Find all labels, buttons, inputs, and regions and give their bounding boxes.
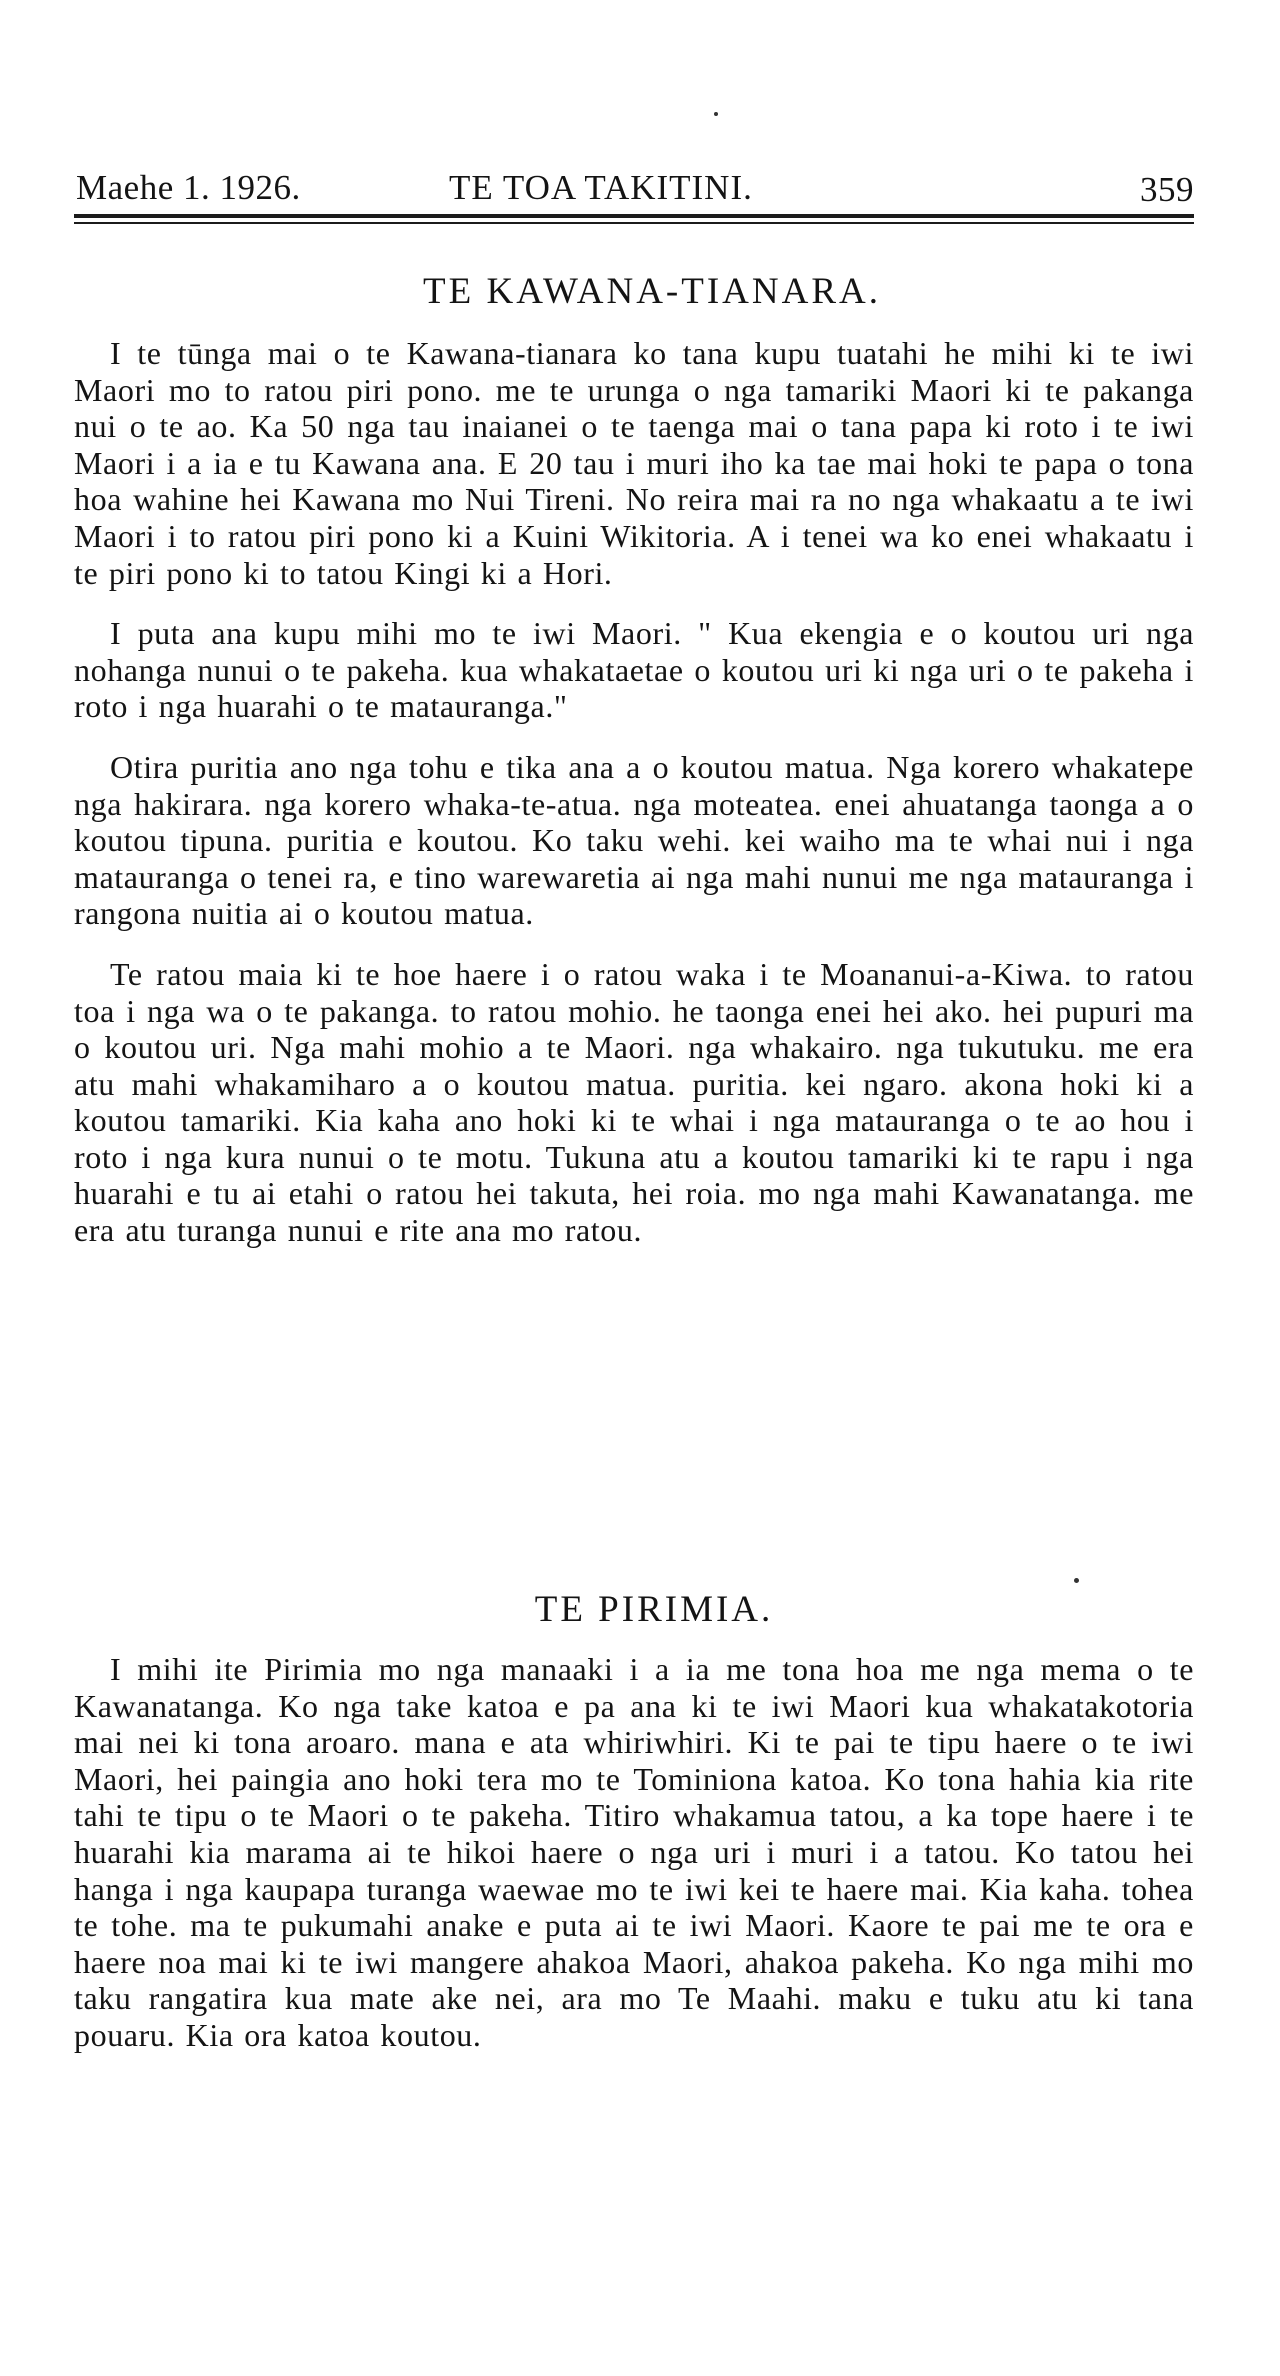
section-pirimia (74, 1588, 1194, 2078)
paragraph: Te ratou maia ki te hoe haere i o ratou waka i te Moananui-a-Kiwa. to ratou toa i nga wa o te pakanga. to ratou mohio. he taonga enei hei ako. hei pupuri ma o koutou uri. Nga mahi mohio a te Maori. nga whakairo. nga tukutuku. me era atu mahi whakamiharo a o koutou matua. puritia. kei ngaro. akona hoki ki a koutou tamariki. Kia kaha ano hoki ki te whai i nga matauranga o te ao hou i roto i nga kura nunui o te motu. Tukuna atu a koutou tamariki ki te rapu i nga huarahi e tu ai etahi o ratou hei takuta, hei roia. mo nga mahi Kawanatanga. me era atu turanga nunui e rite ana mo ratou. (74, 955, 1194, 1249)
header-rule-thin (74, 222, 1194, 224)
publication-title: TE TOA TAKITINI. (449, 168, 753, 207)
paragraph: I mihi ite Pirimia mo nga manaaki i a ia me tona hoa me nga mema o te Kawanatanga. Ko nga take katoa e pa ana ki te iwi Maori kua whakatakotoria mai nei ki tona aroaro. mana e ata whiriwhiri. Ki te pai te tipu haere o te iwi Maori, hei paingia ano hoki tera mo te Tominiona katoa. Ko tona hahia kia rite tahi te tipu o te Maori o te pakeha. Titiro whakamua tatou, a ka tope haere i te huarahi kia marama ai te hikoi haere o nga uri i muri i a tatou. Ko tatou hei hanga i nga kaupapa turanga waewae mo te iwi kei te haere mai. Kia kaha. tohea te tohe. ma te pukumahi anake e puta ai te iwi Maori. Kaore te pai me te ora e haere noa mai ki te iwi mangere ahakoa Maori, ahakoa pakeha. Ko nga mihi mo taku rangatira kua mate ake nei, ara mo Te Maahi. maku e tuku atu ki tana pouaru. Kia ora katoa koutou. (74, 1651, 1194, 2053)
print-speck (1074, 1578, 1079, 1583)
issue-date: Maehe 1. 1926. (76, 168, 301, 207)
running-header (74, 100, 1194, 209)
page-number: 359 (1140, 170, 1194, 209)
section-kawana-tianara (74, 270, 1194, 1273)
paragraph: I te tūnga mai o te Kawana-tianara ko tana kupu tuatahi he mihi ki te iwi Maori mo to ratou piri pono. me te urunga o nga tamariki Maori ki te pakanga nui o te ao. Ka 50 nga tau inaianei o te taenga mai o tana papa ki roto i te iwi Maori i a ia e tu Kawana ana. E 20 tau i muri iho ka tae mai hoki te papa o tona hoa wahine hei Kawana mo Nui Tireni. No reira mai ra no nga whakaatu a te iwi Maori i to ratou piri pono ki a Kuini Wikitoria. A i tenei wa ko enei whakaatu i te piri pono ki to tatou Kingi ki a Hori. (74, 335, 1194, 591)
section-heading: TE PIRIMIA. (534, 1589, 774, 1630)
header-rule-thick (74, 214, 1194, 218)
section-heading: TE KAWANA-TIANARA. (423, 271, 881, 312)
paragraph: Otira puritia ano nga tohu e tika ana a o koutou matua. Nga korero whakatepe nga hakirara. nga korero whaka-te-atua. nga moteatea. enei ahuatanga taonga a o koutou tipuna. puritia e koutou. Ko taku wehi. kei waiho ma te whai nui i nga matauranga o tenei ra, e tino warewaretia ai nga mahi nunui me nga matauranga i rangona nuitia ai o koutou matua. (74, 748, 1194, 932)
paragraph: I puta ana kupu mihi mo te iwi Maori. " Kua ekengia e o koutou uri nga nohanga nunui o te pakeha. kua whakataetae o koutou uri ki nga uri o te pakeha i roto i nga huarahi o te matauranga." (74, 615, 1194, 725)
